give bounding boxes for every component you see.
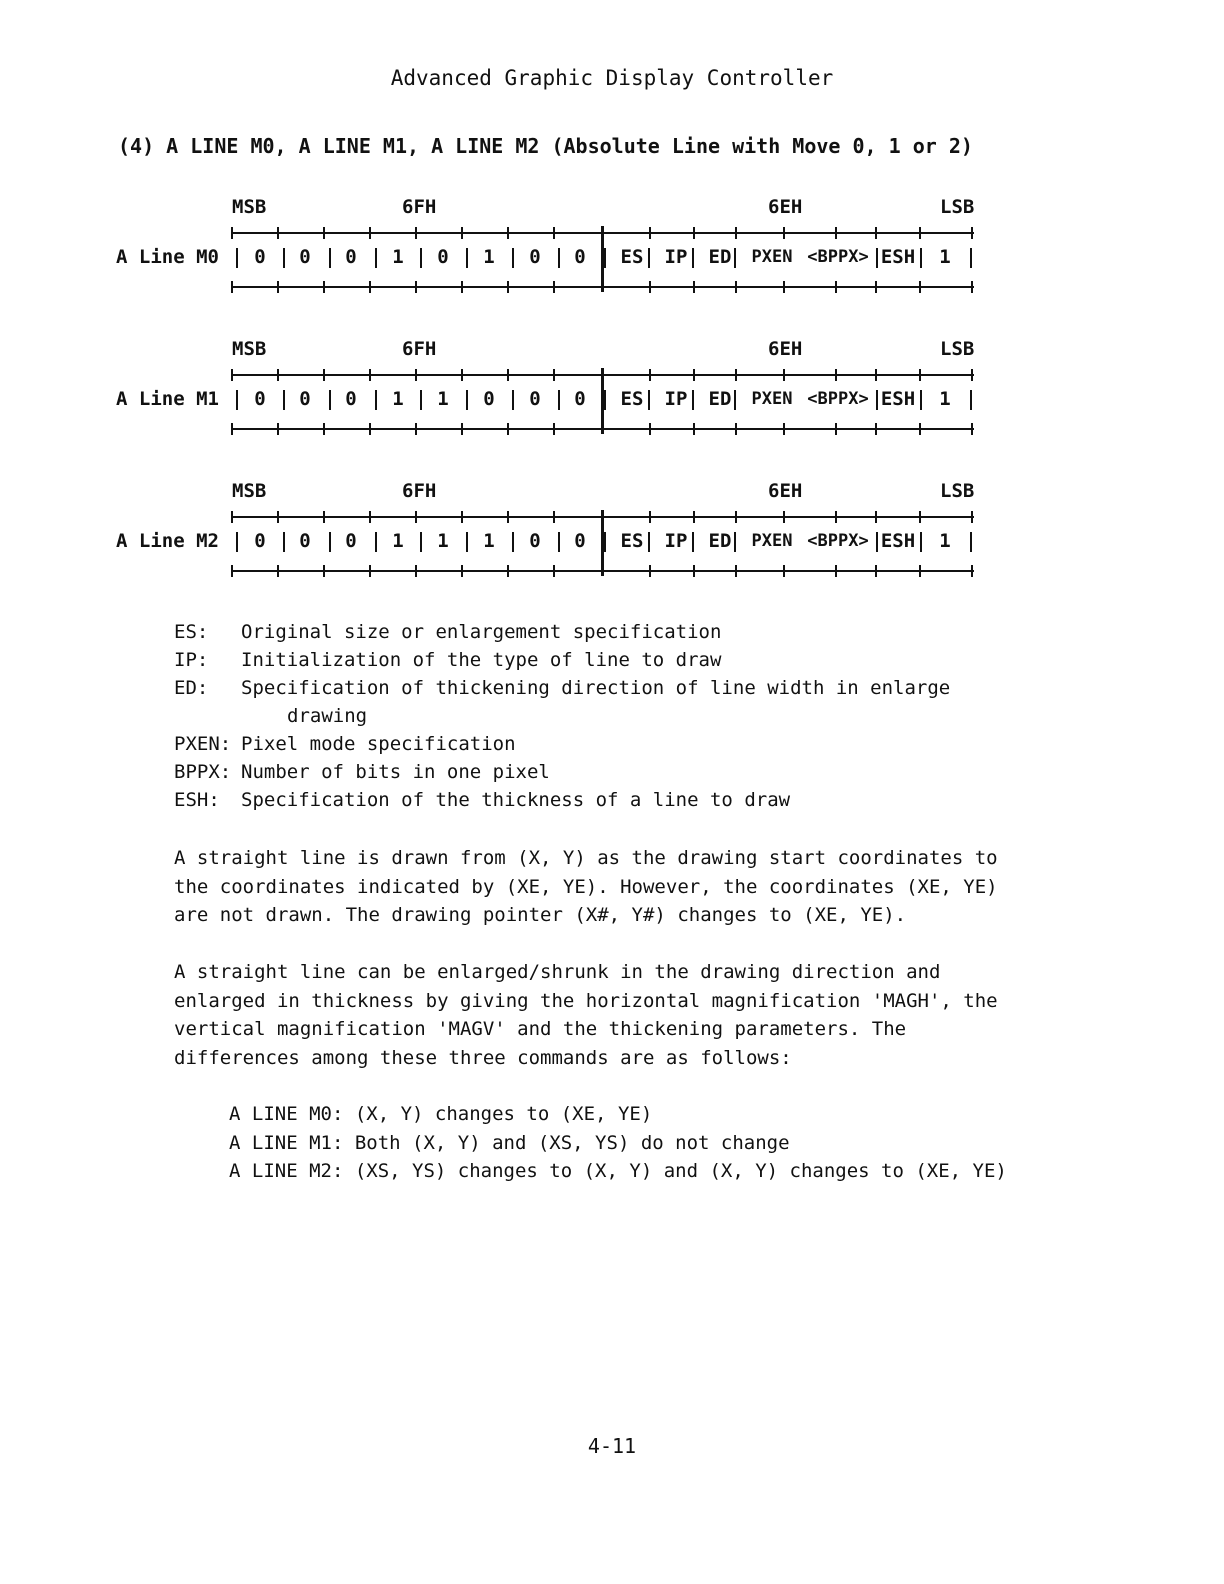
definition-text: Specification of thickening direction of line width in enlarge: [241, 677, 951, 699]
register-tick: [735, 369, 737, 381]
register-tick: [919, 565, 921, 577]
definition-row: [174, 730, 1074, 758]
bit-separator: [420, 248, 422, 268]
register-name: A Line M2: [116, 530, 219, 552]
bit-separator: [512, 248, 514, 268]
register-tick: [415, 511, 417, 523]
register-bit: 0: [299, 530, 311, 552]
command-name: A LINE M2:: [229, 1160, 344, 1182]
definition-term: IP:: [174, 649, 209, 671]
register-tick: [507, 227, 509, 239]
bit-separator: [466, 532, 468, 552]
definition-term: ES:: [174, 621, 209, 643]
definition-row: [174, 758, 1074, 786]
register-tick: [323, 227, 325, 239]
register-label-msb: MSB: [232, 196, 267, 218]
register-bit: 0: [529, 530, 541, 552]
register-tick: [835, 565, 837, 577]
register-tick: [649, 565, 651, 577]
definition-continuation: drawing: [287, 705, 368, 727]
register-tick: [415, 227, 417, 239]
definition-term: PXEN:: [174, 733, 232, 755]
definition-row: [174, 646, 1074, 674]
register-tick: [783, 565, 785, 577]
register-bit: 1: [483, 530, 495, 552]
register-bit: 1: [483, 246, 495, 268]
register-label-low-byte: 6EH: [768, 196, 803, 218]
register-label-lsb: LSB: [940, 196, 975, 218]
definition-term: ESH:: [174, 789, 220, 811]
register-tick: [461, 511, 463, 523]
bit-separator: [420, 390, 422, 410]
register-tick: [323, 565, 325, 577]
register-tick: [507, 511, 509, 523]
bit-separator: [375, 532, 377, 552]
register-tick: [323, 281, 325, 293]
register-label-low-byte: 6EH: [768, 338, 803, 360]
register-bit: 1: [392, 246, 404, 268]
register-tick: [553, 423, 555, 435]
register-label-msb: MSB: [232, 480, 267, 502]
register-bit: 0: [574, 530, 586, 552]
register-tick: [507, 281, 509, 293]
register-bit: 0: [345, 530, 357, 552]
register-tick: [735, 281, 737, 293]
definition-term: ED:: [174, 677, 209, 699]
register-tick: [415, 565, 417, 577]
register-tick: [553, 511, 555, 523]
register-bit: 0: [254, 388, 266, 410]
register-tick: [231, 369, 233, 381]
definition-term: BPPX:: [174, 761, 232, 783]
register-bit: <BPPX>: [807, 247, 869, 267]
register-tick: [835, 369, 837, 381]
register-bit: ED: [708, 388, 732, 410]
register-tick: [461, 423, 463, 435]
register-bit: IP: [664, 530, 688, 552]
register-tick: [277, 281, 279, 293]
bit-separator: [970, 248, 972, 268]
register-tick: [783, 281, 785, 293]
register-bit: 1: [437, 530, 449, 552]
register-bit: 1: [437, 388, 449, 410]
register-tick: [369, 281, 371, 293]
register-tick: [835, 281, 837, 293]
register-name: A Line M1: [116, 388, 219, 410]
register-tick: [277, 511, 279, 523]
command-effect: (XS, YS) changes to (X, Y) and (X, Y) changes to (XE, YE): [354, 1160, 1007, 1182]
bit-separator: [466, 248, 468, 268]
register-bit: 0: [299, 388, 311, 410]
register-tick: [415, 423, 417, 435]
bit-separator: [236, 532, 238, 552]
register-bit: 0: [529, 388, 541, 410]
register-bit: ED: [708, 530, 732, 552]
register-tick: [693, 565, 695, 577]
bit-separator: [375, 390, 377, 410]
register-bit: <BPPX>: [807, 389, 869, 409]
register-bit: ED: [708, 246, 732, 268]
register-bit: ESH: [880, 530, 916, 552]
register-bit: ES: [620, 530, 644, 552]
command-difference-row: [229, 1100, 1007, 1129]
register-tick: [735, 511, 737, 523]
command-name: A LINE M1:: [229, 1131, 344, 1154]
bit-separator: [512, 390, 514, 410]
register-bit: 0: [574, 388, 586, 410]
register-tick: [875, 227, 877, 239]
register-tick: [875, 369, 877, 381]
register-tick: [415, 281, 417, 293]
register-tick: [277, 369, 279, 381]
command-effect: (X, Y) changes to (XE, YE): [354, 1103, 653, 1125]
bit-separator: [604, 248, 606, 268]
register-tick: [323, 369, 325, 381]
register-tick: [971, 227, 973, 239]
register-bit: 0: [574, 246, 586, 268]
bit-separator: [236, 248, 238, 268]
register-bit: PXEN: [751, 531, 793, 551]
register-bit: ES: [620, 388, 644, 410]
bit-separator: [970, 532, 972, 552]
register-tick: [693, 281, 695, 293]
paragraph-line-drawing: A straight line is drawn from (X, Y) as the drawing start coordinates to the coordinates indicated by (XE, YE). However, the coordinates (XE, YE) are not drawn. The drawing pointer (X#, Y#) changes to (XE, YE).: [174, 847, 998, 926]
bit-separator: [466, 390, 468, 410]
register-tick: [649, 369, 651, 381]
register-tick: [875, 423, 877, 435]
register-bit: 0: [529, 246, 541, 268]
register-tick: [971, 281, 973, 293]
command-effect: Both (X, Y) and (XS, YS) do not change: [354, 1131, 790, 1154]
register-tick: [553, 369, 555, 381]
register-bit: ES: [620, 246, 644, 268]
command-difference-row: [229, 1129, 1007, 1158]
register-tick: [231, 281, 233, 293]
register-tick: [323, 511, 325, 523]
register-bit: ESH: [880, 246, 916, 268]
definition-row: [174, 618, 1074, 646]
register-tick: [507, 565, 509, 577]
bit-separator: [512, 532, 514, 552]
definition-text: Pixel mode specification: [241, 733, 516, 755]
register-label-high-byte: 6FH: [402, 196, 437, 218]
register-tick: [649, 281, 651, 293]
register-bit: 1: [392, 388, 404, 410]
register-tick: [693, 369, 695, 381]
register-tick: [835, 423, 837, 435]
definition-text: Initialization of the type of line to draw: [241, 649, 722, 671]
register-tick: [783, 227, 785, 239]
register-tick: [415, 369, 417, 381]
register-tick: [971, 423, 973, 435]
paragraph-magnification: A straight line can be enlarged/shrunk in the drawing direction and enlarged in thickness by giving the horizontal magnification 'MAGH', the vertical magnification 'MAGV' and the thickening parameters. The differences among these three commands are as follows:: [174, 961, 998, 1069]
register-bit: PXEN: [751, 389, 793, 409]
register-bit: 1: [939, 388, 951, 410]
register-tick: [693, 423, 695, 435]
register-tick: [919, 511, 921, 523]
register-label-lsb: LSB: [940, 480, 975, 502]
register-tick: [369, 227, 371, 239]
section-title: (4) A LINE M0, A LINE M1, A LINE M2 (Absolute Line with Move 0, 1 or 2): [118, 134, 973, 158]
register-tick: [507, 423, 509, 435]
field-definitions: [174, 618, 1074, 814]
register-bit: 0: [437, 246, 449, 268]
register-tick: [553, 227, 555, 239]
register-tick: [231, 565, 233, 577]
register-tick: [461, 227, 463, 239]
register-name: A Line M0: [116, 246, 219, 268]
register-label-lsb: LSB: [940, 338, 975, 360]
bit-separator: [920, 390, 922, 410]
register-tick: [369, 511, 371, 523]
bit-separator: [920, 248, 922, 268]
bit-separator: [604, 390, 606, 410]
register-tick: [231, 511, 233, 523]
register-bit: 1: [392, 530, 404, 552]
definition-text: Number of bits in one pixel: [241, 761, 550, 783]
register-tick: [971, 565, 973, 577]
command-name: A LINE M0:: [229, 1103, 344, 1125]
bit-separator: [375, 248, 377, 268]
register-label-high-byte: 6FH: [402, 338, 437, 360]
register-bit: IP: [664, 246, 688, 268]
register-tick: [735, 423, 737, 435]
register-bit: 0: [345, 388, 357, 410]
register-label-high-byte: 6FH: [402, 480, 437, 502]
register-tick: [369, 369, 371, 381]
register-tick: [461, 369, 463, 381]
register-tick: [369, 423, 371, 435]
register-bit: 0: [254, 530, 266, 552]
register-tick: [783, 423, 785, 435]
definition-row: [174, 786, 1074, 814]
register-tick: [875, 511, 877, 523]
definition-text: Specification of the thickness of a line to draw: [241, 789, 791, 811]
register-tick: [277, 565, 279, 577]
register-tick: [735, 565, 737, 577]
bit-separator: [970, 390, 972, 410]
register-label-low-byte: 6EH: [768, 480, 803, 502]
register-diagram: [0, 196, 1224, 316]
register-bit: 0: [483, 388, 495, 410]
register-tick: [835, 511, 837, 523]
register-tick: [919, 369, 921, 381]
register-tick: [875, 565, 877, 577]
register-tick: [461, 281, 463, 293]
command-differences: [229, 1100, 1007, 1186]
register-tick: [369, 565, 371, 577]
definition-row: [174, 674, 1074, 702]
register-bit: 0: [299, 246, 311, 268]
register-tick: [323, 423, 325, 435]
register-tick: [277, 423, 279, 435]
register-bit: IP: [664, 388, 688, 410]
register-bit: 0: [345, 246, 357, 268]
register-bit: ESH: [880, 388, 916, 410]
register-tick: [783, 511, 785, 523]
register-bit: PXEN: [751, 247, 793, 267]
register-tick: [649, 511, 651, 523]
register-tick: [919, 281, 921, 293]
page-number: 4-11: [587, 1434, 637, 1458]
register-tick: [693, 227, 695, 239]
register-tick: [277, 227, 279, 239]
register-tick: [649, 423, 651, 435]
register-diagram: [0, 480, 1224, 600]
register-bit: <BPPX>: [807, 531, 869, 551]
register-tick: [507, 369, 509, 381]
register-bit: 0: [254, 246, 266, 268]
bit-separator: [236, 390, 238, 410]
bit-separator: [420, 532, 422, 552]
register-bit: 1: [939, 530, 951, 552]
register-tick: [553, 565, 555, 577]
register-tick: [735, 227, 737, 239]
register-tick: [875, 281, 877, 293]
register-tick: [971, 369, 973, 381]
command-difference-row: [229, 1157, 1007, 1186]
definition-text: Original size or enlargement specification: [241, 621, 722, 643]
register-bit: 1: [939, 246, 951, 268]
register-tick: [649, 227, 651, 239]
document-header: Advanced Graphic Display Controller: [390, 66, 834, 90]
register-tick: [553, 281, 555, 293]
register-tick: [971, 511, 973, 523]
register-tick: [461, 565, 463, 577]
register-tick: [835, 227, 837, 239]
register-tick: [919, 423, 921, 435]
register-tick: [783, 369, 785, 381]
register-tick: [231, 227, 233, 239]
bit-separator: [604, 532, 606, 552]
register-label-msb: MSB: [232, 338, 267, 360]
register-tick: [693, 511, 695, 523]
register-tick: [231, 423, 233, 435]
register-tick: [919, 227, 921, 239]
bit-separator: [920, 532, 922, 552]
register-diagram: [0, 338, 1224, 458]
